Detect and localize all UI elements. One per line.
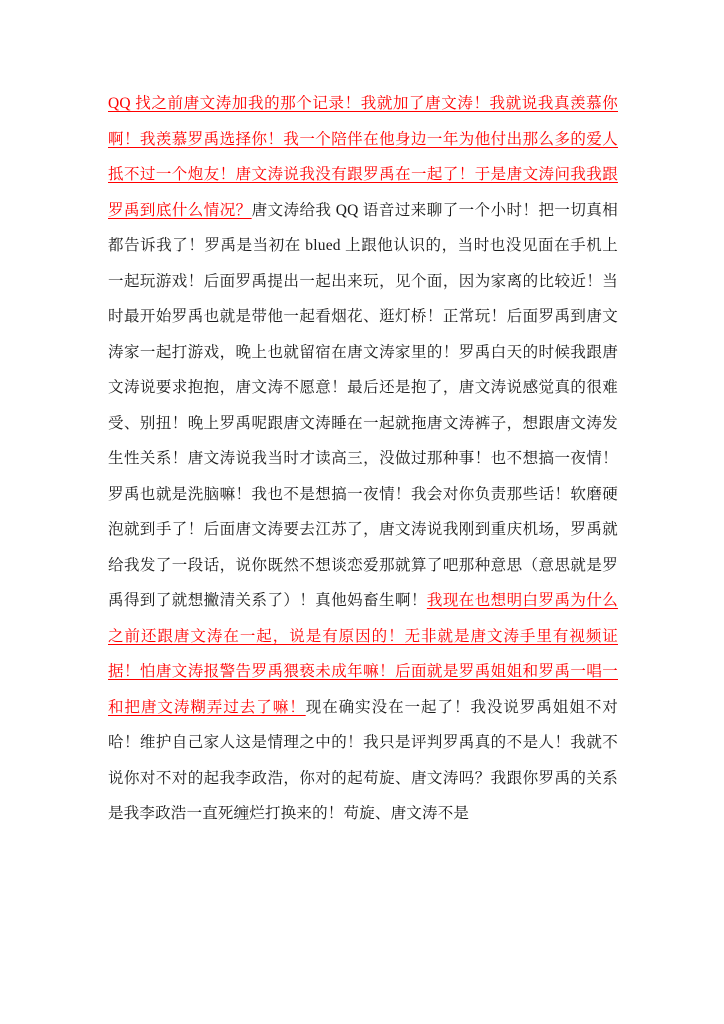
text-segment-body-2: 现在确实没在一起了！我没说罗禹姐姐不对哈！维护自己家人这是情理之中的！我只是评判罗禹真的不是人！我就不说你对不对的起我李政浩，你对的起苟旋、唐文涛吗？我跟你罗禹的关系是我李政浩一直死缠烂打换来的！苟旋、唐文涛不是 — [108, 698, 618, 822]
main-paragraph — [108, 86, 618, 832]
text-segment-body-1: 唐文涛给我 QQ 语音过来聊了一个小时！把一切真相都告诉我了！罗禹是当初在 blued 上跟他认识的，当时也没见面在手机上一起玩游戏！后面罗禹提出一起出来玩，见个面，因为家离的比较近！当时最开始罗禹也就是带他一起看烟花、逛灯桥！正常玩！后面罗禹到唐文涛家一起打游戏，晚上也就留宿在唐文涛家里的！罗禹白天的时候我跟唐文涛说要求抱抱，唐文涛不愿意！最后还是抱了，唐文涛说感觉真的很难受、别扭！晚上罗禹呢跟唐文涛睡在一起就拖唐文涛裤子，想跟唐文涛发生性关系！唐文涛说我当时才读高三，没做过那种事！也不想搞一夜情！罗禹也就是洗脑嘛！我也不是想搞一夜情！我会对你负责那些话！软磨硬泡就到手了！后面唐文涛要去江苏了，唐文涛说我刚到重庆机场，罗禹就给我发了一段话，说你既然不想谈恋爱那就算了吧那种意思（意思就是罗禹得到了就想撇清关系了）！真他妈畜生啊！ — [108, 201, 618, 609]
text-segment-highlighted-2: 我现在也想明白罗禹为什么之前还跟唐文涛在一起，说是有原因的！无非就是唐文涛手里有视频证据！怕唐文涛报警告罗禹猥亵未成年嘛！后面就是罗禹姐姐和罗禹一唱一和把唐文涛糊弄过去了嘛！ — [108, 592, 618, 716]
document-text-body — [108, 86, 618, 832]
text-segment-highlighted-1: QQ 找之前唐文涛加我的那个记录！我就加了唐文涛！我就说我真羡慕你啊！我羡慕罗禹选择你！我一个陪伴在他身边一年为他付出那么多的爱人抵不过一个炮友！唐文涛说我没有跟罗禹在一起了！于是唐文涛问我我跟罗禹到底什么情况？ — [108, 95, 618, 219]
